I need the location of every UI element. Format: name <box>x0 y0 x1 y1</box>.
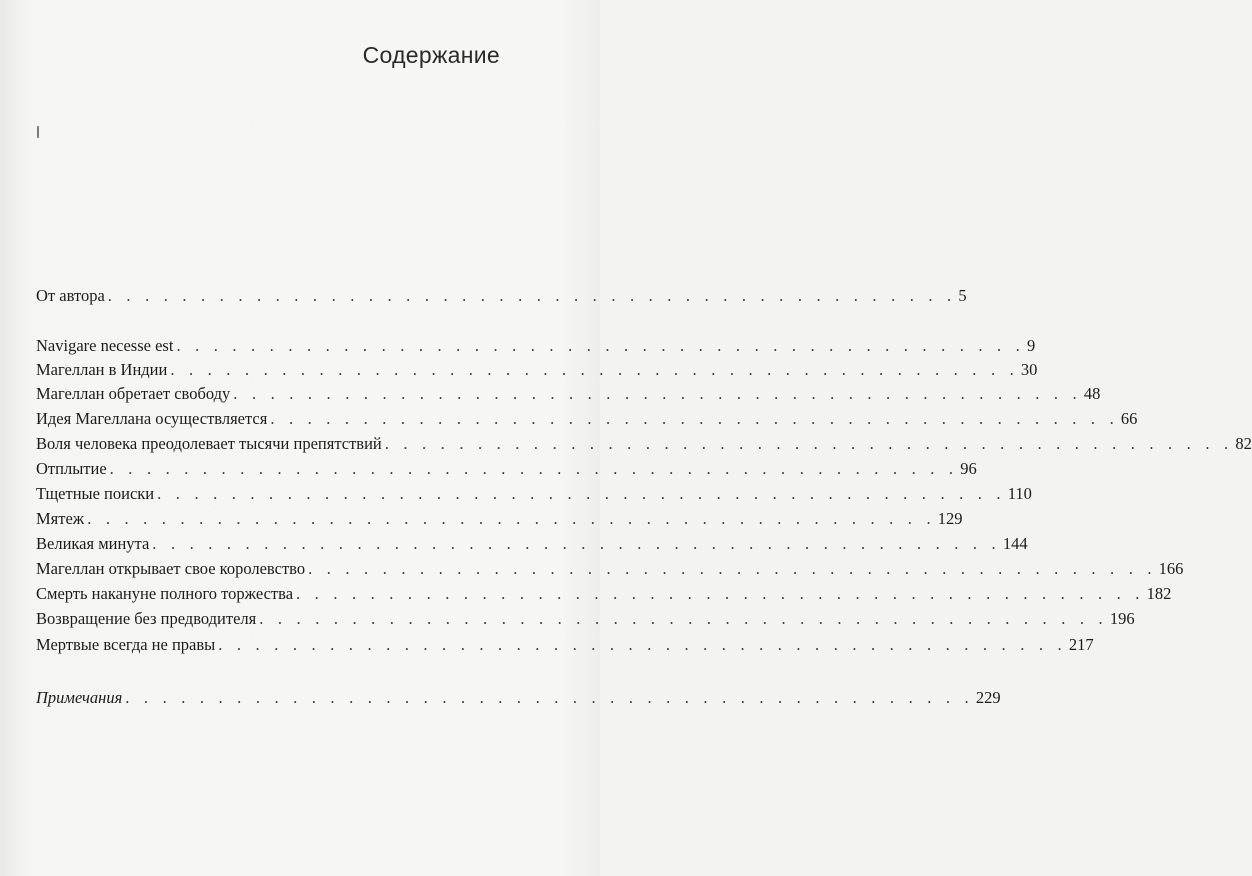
toc-entry-page: 5 <box>958 286 967 305</box>
toc-entry-page: 144 <box>1002 534 1028 553</box>
toc-entry-page: 196 <box>1109 609 1135 628</box>
dot-leader: . . . . . . . . . . . . . . . . . . . . . . . . . . . . . . . . . . . . . . . . . . . . . . <box>270 409 1119 428</box>
toc-entry-title: Магеллан в Индии <box>36 360 168 379</box>
toc-entry-page: 129 <box>937 509 963 528</box>
toc-entry-title: От автора <box>36 286 105 305</box>
toc-entry-title: Возвращение без предводителя <box>36 609 257 628</box>
toc-entry-page: 217 <box>1068 635 1094 654</box>
dot-leader: . . . . . . . . . . . . . . . . . . . . . . . . . . . . . . . . . . . . . . . . . . . . . . <box>259 609 1108 628</box>
toc-entry-page: 48 <box>1083 384 1101 403</box>
toc-entry[interactable] <box>36 382 1101 406</box>
toc-entry-title: Мятеж <box>36 509 85 528</box>
dot-leader: . . . . . . . . . . . . . . . . . . . . . . . . . . . . . . . . . . . . . . . . . . . . . . <box>157 484 1006 503</box>
toc-entry[interactable] <box>36 407 1138 431</box>
toc-entry[interactable] <box>36 532 1028 556</box>
toc-entry[interactable] <box>36 334 1036 358</box>
toc-entry-page: 166 <box>1158 559 1184 578</box>
toc-entry[interactable] <box>36 432 1252 456</box>
toc-entry-title: Мертвые всегда не правы <box>36 635 216 654</box>
contents-heading: Содержание <box>362 42 500 68</box>
toc-entry[interactable] <box>36 607 1135 631</box>
toc-entry[interactable] <box>36 358 1038 382</box>
toc-entry[interactable] <box>36 557 1184 581</box>
toc-entry-page: 96 <box>960 459 977 478</box>
toc-entry-title: Магеллан обретает свободу <box>36 384 231 403</box>
dot-leader: . . . . . . . . . . . . . . . . . . . . . . . . . . . . . . . . . . . . . . . . . . . . . . <box>296 584 1145 603</box>
dot-leader: . . . . . . . . . . . . . . . . . . . . . . . . . . . . . . . . . . . . . . . . . . . . . . <box>87 509 936 528</box>
toc-entry-page: 229 <box>975 688 1001 707</box>
dot-leader: . . . . . . . . . . . . . . . . . . . . . . . . . . . . . . . . . . . . . . . . . . . . . . <box>308 559 1157 578</box>
dot-leader: . . . . . . . . . . . . . . . . . . . . . . . . . . . . . . . . . . . . . . . . . . . . . . <box>233 384 1082 403</box>
toc-entry-title: Магеллан открывает свое королевство <box>36 559 306 578</box>
toc-entry[interactable] <box>36 284 967 308</box>
toc-entry-page: 9 <box>1027 336 1036 355</box>
dot-leader: . . . . . . . . . . . . . . . . . . . . . . . . . . . . . . . . . . . . . . . . . . . . . . <box>170 360 1019 379</box>
dot-leader: . . . . . . . . . . . . . . . . . . . . . . . . . . . . . . . . . . . . . . . . . . . . . . <box>176 336 1026 355</box>
toc-entry-title: Смерть накануне полного торжества <box>36 584 294 603</box>
dot-leader: . . . . . . . . . . . . . . . . . . . . . . . . . . . . . . . . . . . . . . . . . . . . . . <box>152 534 1001 553</box>
toc-entry-page: 110 <box>1007 484 1032 503</box>
toc-entry-page: 82 <box>1235 434 1252 453</box>
toc-entry-title: Navigare necesse est <box>36 336 174 355</box>
toc-entry-page: 182 <box>1146 584 1172 603</box>
toc-entry[interactable] <box>36 686 1001 710</box>
dot-leader: . . . . . . . . . . . . . . . . . . . . . . . . . . . . . . . . . . . . . . . . . . . . . . <box>125 688 974 707</box>
toc-entry-title: Отплытие <box>36 459 107 478</box>
toc-entry-title: Великая минута <box>36 534 150 553</box>
dot-leader: . . . . . . . . . . . . . . . . . . . . . . . . . . . . . . . . . . . . . . . . . . . . . . <box>107 286 957 305</box>
toc-entry[interactable] <box>36 507 963 531</box>
toc-entry-title: Тщетные поиски <box>36 484 155 503</box>
dot-leader: . . . . . . . . . . . . . . . . . . . . . . . . . . . . . . . . . . . . . . . . . . . . . . <box>384 434 1234 453</box>
table-of-contents <box>36 0 1252 876</box>
toc-entry[interactable] <box>36 633 1094 657</box>
toc-entry-title: Примечания <box>36 688 123 707</box>
dot-leader: . . . . . . . . . . . . . . . . . . . . . . . . . . . . . . . . . . . . . . . . . . . . . . <box>218 635 1067 654</box>
toc-entry-page: 66 <box>1120 409 1138 428</box>
toc-entry[interactable] <box>36 482 1032 506</box>
toc-entry-title: Идея Магеллана осуществляется <box>36 409 268 428</box>
dot-leader: . . . . . . . . . . . . . . . . . . . . . . . . . . . . . . . . . . . . . . . . . . . . . . <box>109 459 959 478</box>
toc-entry-title: Воля человека преодолевает тысячи препятствий <box>36 434 382 453</box>
toc-entry[interactable] <box>36 582 1172 606</box>
toc-entry[interactable] <box>36 457 977 481</box>
toc-entry-page: 30 <box>1020 360 1038 379</box>
